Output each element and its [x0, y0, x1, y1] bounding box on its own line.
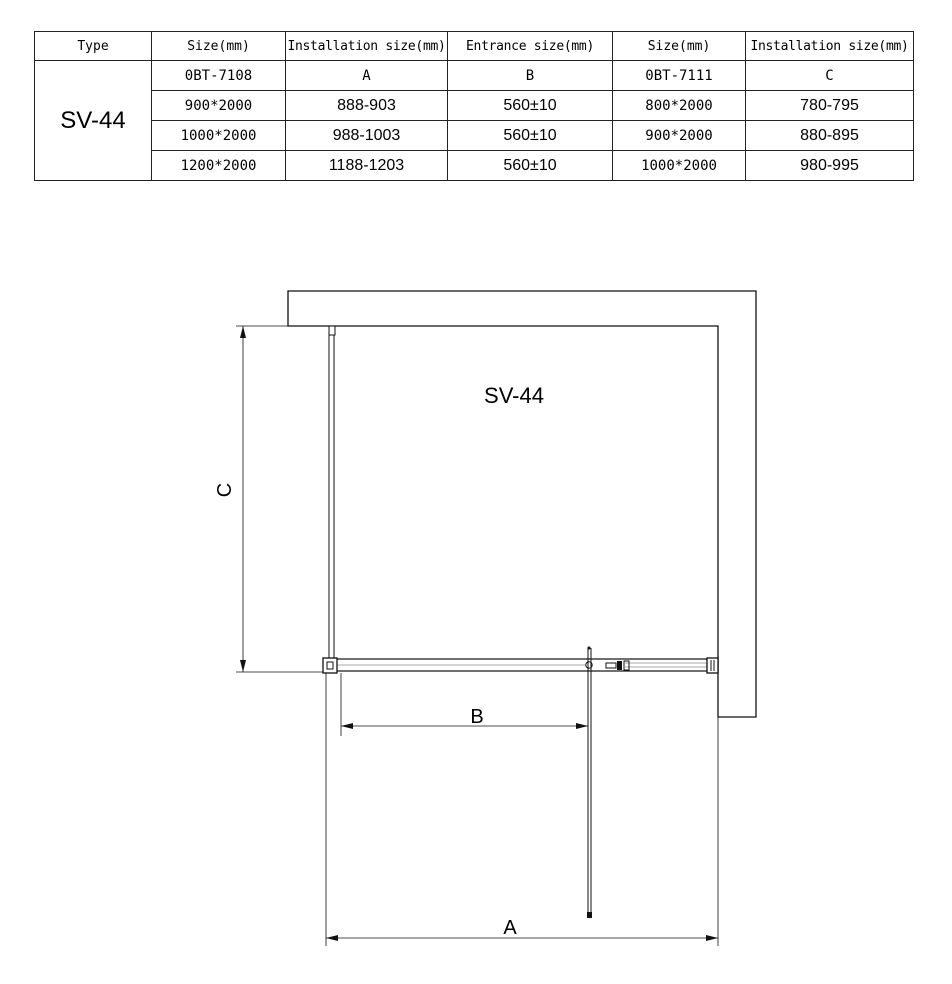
table-cell: 1000*2000	[613, 151, 746, 181]
table-cell: 980-995	[746, 151, 914, 181]
wall-bracket-right	[707, 658, 718, 673]
table-cell: 1000*2000	[152, 121, 286, 151]
drawing-model-label: SV-44	[484, 383, 544, 408]
corner-bracket-left	[323, 658, 337, 673]
table-cell: 988-1003	[286, 121, 448, 151]
dimension-c	[214, 326, 329, 672]
front-rail	[327, 659, 718, 671]
dimension-c-label: C	[214, 482, 236, 498]
handle-hardware	[606, 661, 629, 670]
header-size-2: Size(mm)	[613, 32, 746, 61]
table-cell: 0BT-7111	[613, 61, 746, 91]
header-installation-size: Installation size(mm)	[286, 32, 448, 61]
door-panel	[586, 647, 592, 919]
table-cell: 1200*2000	[152, 151, 286, 181]
table-cell: 780-795	[746, 91, 914, 121]
table-cell: 880-895	[746, 121, 914, 151]
table-cell: 560±10	[448, 151, 613, 181]
side-glass-panel	[329, 326, 335, 662]
table-cell: 560±10	[448, 91, 613, 121]
dimension-b-label: B	[470, 706, 484, 728]
header-type: Type	[35, 32, 152, 61]
table-cell: A	[286, 61, 448, 91]
header-installation-size-2: Installation size(mm)	[746, 32, 914, 61]
table-cell: 888-903	[286, 91, 448, 121]
dimension-a	[326, 673, 718, 946]
table-cell: 560±10	[448, 121, 613, 151]
table-cell: 900*2000	[613, 121, 746, 151]
type-cell: SV-44	[35, 61, 152, 181]
table-cell: B	[448, 61, 613, 91]
table-cell: C	[746, 61, 914, 91]
table-cell: 900*2000	[152, 91, 286, 121]
header-entrance-size: Entrance size(mm)	[448, 32, 613, 61]
table-cell: 0BT-7108	[152, 61, 286, 91]
dimension-b	[341, 673, 588, 736]
header-size: Size(mm)	[152, 32, 286, 61]
dimension-a-label: A	[503, 917, 517, 939]
table-cell: 800*2000	[613, 91, 746, 121]
wall-outline	[288, 291, 756, 717]
table-cell: 1188-1203	[286, 151, 448, 181]
